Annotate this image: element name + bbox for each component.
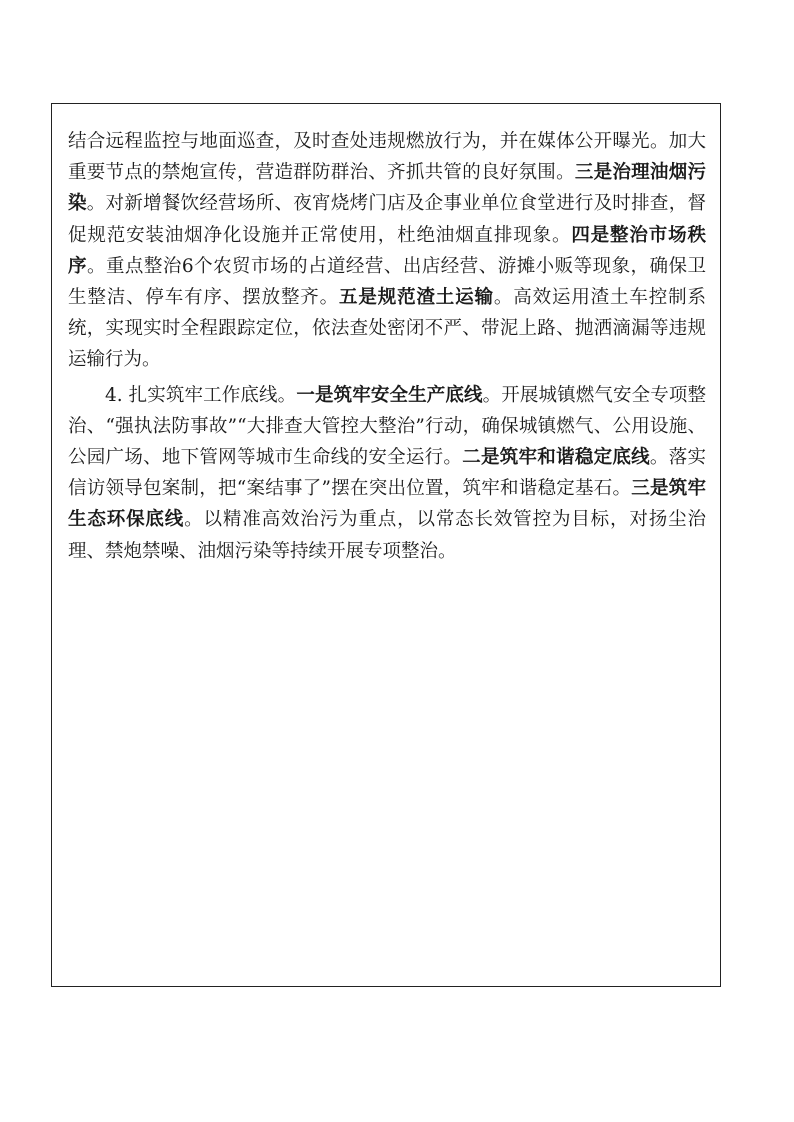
key-point-market-order: 四是整治市场秩序 xyxy=(68,224,706,277)
key-point-muck-transport: 五是规范渣土运输 xyxy=(339,287,494,309)
section-heading: 4. 扎实筑牢工作底线。 xyxy=(105,384,297,406)
paragraph-text: 。开展城镇燃气安全专项整治、“强执法防事故”“大排查大管控大整治”行动，确保城镇燃气、公用设施、公园广场、地下管网等城市生命线的安全运行。 xyxy=(68,384,706,469)
paragraph-text: 。重点整治6个农贸市场的占道经营、出店经营、游摊小贩等现象，确保卫生整洁、停车有序、摆放整齐。 xyxy=(68,255,706,309)
key-point-oil-fume: 三是治理油烟污染 xyxy=(68,162,706,215)
paragraph-text: 。以精准高效治污为重点，以常态长效管控为目标，对扬尘治理、禁炮禁噪、油烟污染等持续开展专项整治。 xyxy=(68,509,706,562)
document-frame xyxy=(51,103,721,987)
paragraph-text: 。对新增餐饮经营场所、夜宵烧烤门店及企事业单位食堂进行及时排查，督促规范安装油烟净化设施并正常使用，杜绝油烟直排现象。 xyxy=(68,193,706,246)
key-point-stability: 二是筑牢和谐稳定底线 xyxy=(462,447,650,469)
paragraph-work-bottom-line xyxy=(68,380,706,567)
key-point-ecology: 三是筑牢生态环保底线 xyxy=(68,478,706,531)
document-body xyxy=(68,126,706,567)
paragraph-text: 。落实信访领导包案制，把“案结事了”摆在突出位置，筑牢和谐稳定基石。 xyxy=(68,447,706,500)
paragraph-text: 。高效运用渣土车控制系统，实现实时全程跟踪定位，依法查处密闭不严、带泥上路、抛洒滴漏等违规运输行为。 xyxy=(68,287,706,371)
paragraph-text: 结合远程监控与地面巡查，及时查处违规燃放行为，并在媒体公开曝光。加大重要节点的禁炮宣传，营造群防群治、齐抓共管的良好氛围。 xyxy=(68,131,706,184)
paragraph-city-governance xyxy=(68,126,706,376)
key-point-safety: 一是筑牢安全生产底线 xyxy=(296,384,483,406)
